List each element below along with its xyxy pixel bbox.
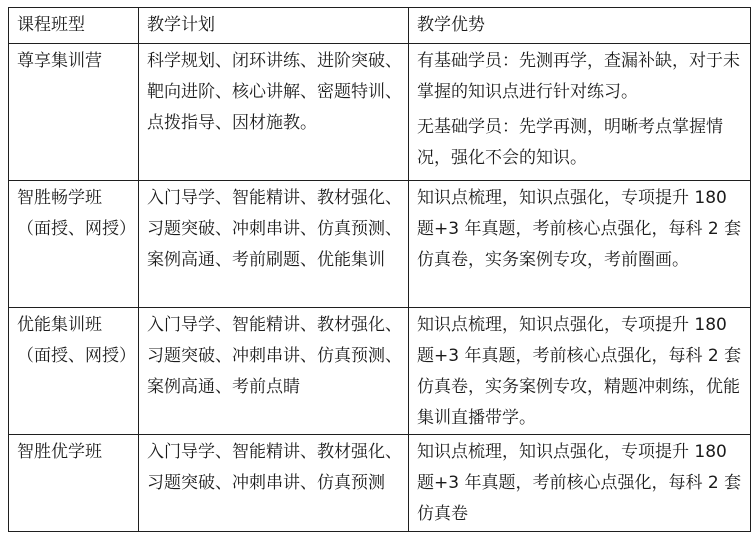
teaching-plan-cell: 科学规划、闭环讲练、进阶突破、靶向进阶、核心讲解、密题特训、点拨指导、因材施教。: [139, 44, 409, 181]
header-teaching-advantage: 教学优势: [409, 8, 751, 44]
advantage-paragraph: 知识点梳理，知识点强化，专项提升 180 题+3 年真题，考前核心点强化，每科 2 套仿真卷: [417, 442, 742, 524]
course-comparison-table: [8, 7, 751, 532]
teaching-advantage-cell: [409, 181, 751, 308]
advantage-paragraph: 知识点梳理，知识点强化，专项提升 180 题+3 年真题，考前核心点强化，每科 2 套仿真卷，实务案例专攻，精题冲刺练，优能集训直播带学。: [417, 315, 742, 428]
advantage-paragraph: 有基础学员：先测再学，查漏补缺，对于未掌握的知识点进行针对练习。: [417, 51, 740, 102]
course-name-cell: 优能集训班（面授、网授）: [9, 308, 139, 435]
advantage-paragraph: 无基础学员：先学再测，明晰考点掌握情况，强化不会的知识。: [417, 117, 723, 168]
teaching-plan-cell: 入门导学、智能精讲、教材强化、习题突破、冲刺串讲、仿真预测、案例高通、考前刷题、优能集训: [139, 181, 409, 308]
teaching-advantage-cell: [409, 44, 751, 181]
teaching-advantage-cell: [409, 308, 751, 435]
teaching-plan-cell: 入门导学、智能精讲、教材强化、习题突破、冲刺串讲、仿真预测、案例高通、考前点睛: [139, 308, 409, 435]
course-name-cell: 尊享集训营: [9, 44, 139, 181]
table-row: [9, 181, 751, 308]
teaching-plan-cell: 入门导学、智能精讲、教材强化、习题突破、冲刺串讲、仿真预测: [139, 435, 409, 532]
course-name-cell: 智胜畅学班（面授、网授）: [9, 181, 139, 308]
teaching-advantage-cell: [409, 435, 751, 532]
table-row: [9, 435, 751, 532]
course-name-cell: 智胜优学班: [9, 435, 139, 532]
header-course-type: 课程班型: [9, 8, 139, 44]
table-row: [9, 308, 751, 435]
table-row: [9, 44, 751, 181]
header-teaching-plan: 教学计划: [139, 8, 409, 44]
advantage-paragraph: 知识点梳理，知识点强化，专项提升 180 题+3 年真题，考前核心点强化，每科 2 套仿真卷，实务案例专攻，考前圈画。: [417, 188, 742, 270]
table-header-row: [9, 8, 751, 44]
